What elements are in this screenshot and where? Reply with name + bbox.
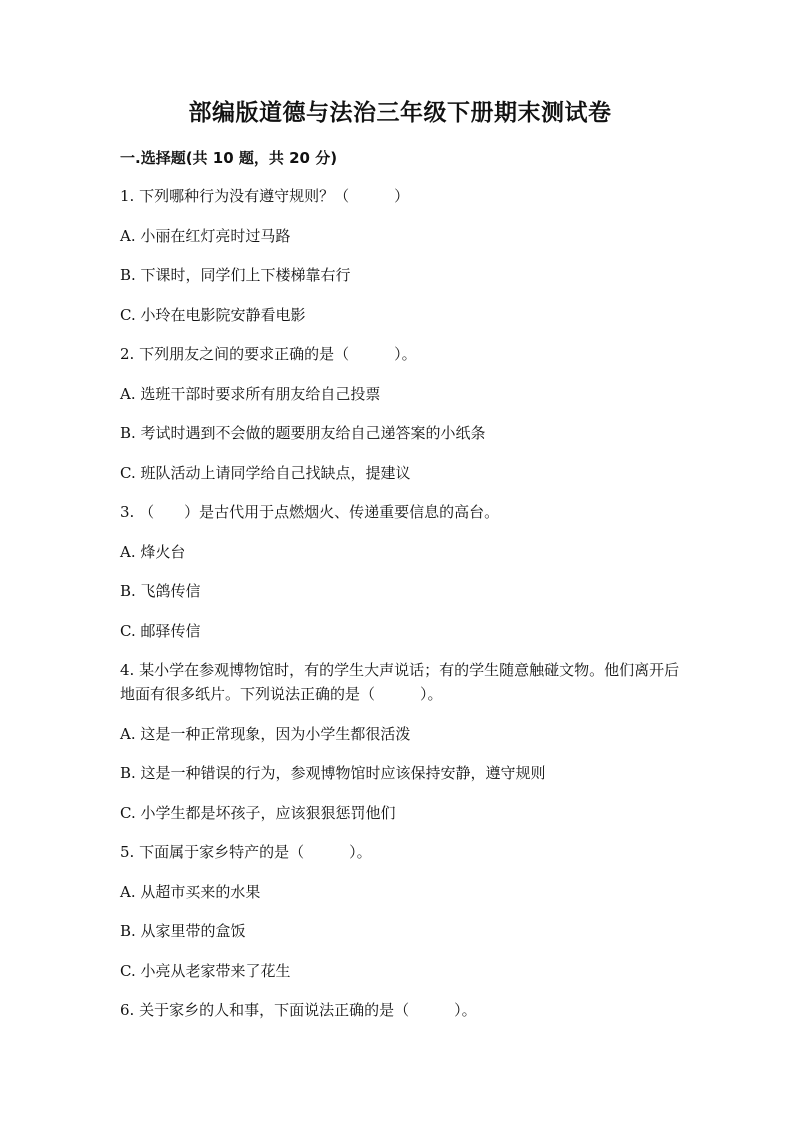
answer-option: B. 飞鸽传信 xyxy=(120,582,201,600)
answer-option: B. 考试时遇到不会做的题要朋友给自己递答案的小纸条 xyxy=(120,424,486,442)
question-stem: 1. 下列哪种行为没有遵守规则？（ ） xyxy=(120,187,410,205)
answer-option: B. 这是一种错误的行为，参观博物馆时应该保持安静，遵守规则 xyxy=(120,764,546,782)
question-stem: 4. 某小学在参观博物馆时，有的学生大声说话；有的学生随意触碰文物。他们离开后地面有很多纸片。下列说法正确的是（ ）。 xyxy=(120,661,680,703)
answer-option: A. 小丽在红灯亮时过马路 xyxy=(120,226,291,245)
answer-option: A. 这是一种正常现象，因为小学生都很活泼 xyxy=(120,724,411,743)
answer-option: B. 从家里带的盒饭 xyxy=(120,922,246,940)
question-stem: 5. 下面属于家乡特产的是（ ）。 xyxy=(120,843,372,861)
question-list xyxy=(120,184,680,1038)
answer-option: C. 小玲在电影院安静看电影 xyxy=(120,305,306,324)
answer-option: A. 烽火台 xyxy=(120,542,186,561)
answer-option: C. 小亮从老家带来了花生 xyxy=(120,961,291,980)
answer-option: C. 邮驿传信 xyxy=(120,621,201,640)
answer-option: A. 从超市买来的水果 xyxy=(120,882,261,901)
question-stem: 2. 下列朋友之间的要求正确的是（ ）。 xyxy=(120,345,417,363)
question-stem: 6. 关于家乡的人和事，下面说法正确的是（ ）。 xyxy=(120,1001,477,1019)
answer-option: A. 选班干部时要求所有朋友给自己投票 xyxy=(120,384,381,403)
exam-title: 部编版道德与法治三年级下册期末测试卷 xyxy=(188,100,612,126)
answer-option: C. 小学生都是坏孩子，应该狠狠惩罚他们 xyxy=(120,803,396,822)
question-stem: 3. （ ）是古代用于点燃烟火、传递重要信息的高台。 xyxy=(120,503,500,521)
answer-option: C. 班队活动上请同学给自己找缺点，提建议 xyxy=(120,463,411,482)
section-heading: 一.选择题(共 10 题，共 20 分) xyxy=(120,149,338,167)
answer-option: B. 下课时，同学们上下楼梯靠右行 xyxy=(120,266,351,284)
